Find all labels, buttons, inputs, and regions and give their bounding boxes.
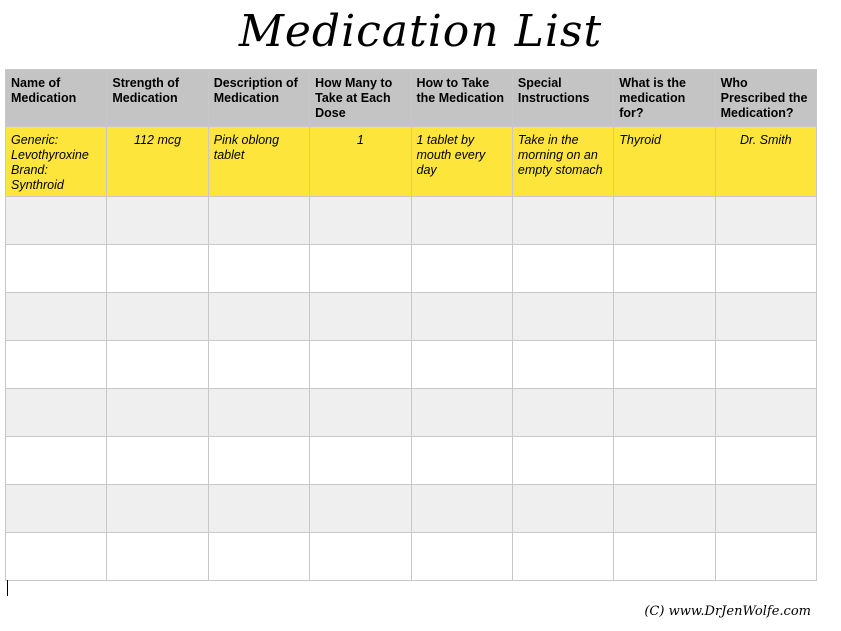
cell-prescriber[interactable]: Dr. Smith bbox=[715, 127, 816, 197]
blank-cell[interactable] bbox=[512, 389, 613, 437]
header-how-to-take: How to Take the Medication bbox=[411, 70, 512, 127]
header-row bbox=[6, 70, 817, 127]
blank-cell[interactable] bbox=[614, 197, 715, 245]
blank-cell[interactable] bbox=[411, 389, 512, 437]
blank-cell[interactable] bbox=[310, 437, 411, 485]
blank-cell[interactable] bbox=[512, 293, 613, 341]
blank-cell[interactable] bbox=[208, 389, 309, 437]
blank-row bbox=[6, 485, 817, 533]
blank-cell[interactable] bbox=[715, 485, 816, 533]
blank-cell[interactable] bbox=[614, 389, 715, 437]
medication-table bbox=[5, 69, 817, 581]
blank-cell[interactable] bbox=[512, 245, 613, 293]
blank-cell[interactable] bbox=[614, 293, 715, 341]
blank-cell[interactable] bbox=[715, 437, 816, 485]
blank-cell[interactable] bbox=[107, 197, 208, 245]
blank-cell[interactable] bbox=[107, 341, 208, 389]
blank-cell[interactable] bbox=[411, 293, 512, 341]
blank-cell[interactable] bbox=[310, 245, 411, 293]
header-special-instructions: Special Instructions bbox=[512, 70, 613, 127]
header-name: Name of Medication bbox=[6, 70, 107, 127]
blank-cell[interactable] bbox=[411, 437, 512, 485]
blank-row bbox=[6, 341, 817, 389]
blank-cell[interactable] bbox=[6, 197, 107, 245]
blank-cell[interactable] bbox=[6, 533, 107, 581]
blank-cell[interactable] bbox=[715, 245, 816, 293]
cell-name[interactable] bbox=[6, 127, 107, 197]
blank-cell[interactable] bbox=[310, 533, 411, 581]
blank-cell[interactable] bbox=[715, 533, 816, 581]
cell-how-many[interactable]: 1 bbox=[310, 127, 411, 197]
blank-cell[interactable] bbox=[614, 533, 715, 581]
blank-row bbox=[6, 437, 817, 485]
blank-cell[interactable] bbox=[6, 389, 107, 437]
blank-cell[interactable] bbox=[310, 389, 411, 437]
blank-cell[interactable] bbox=[6, 437, 107, 485]
blank-cell[interactable] bbox=[512, 437, 613, 485]
blank-cell[interactable] bbox=[512, 341, 613, 389]
blank-cell[interactable] bbox=[715, 389, 816, 437]
blank-row bbox=[6, 389, 817, 437]
blank-cell[interactable] bbox=[411, 485, 512, 533]
blank-cell[interactable] bbox=[411, 197, 512, 245]
blank-cell[interactable] bbox=[107, 437, 208, 485]
text-cursor bbox=[7, 580, 8, 596]
blank-cell[interactable] bbox=[411, 245, 512, 293]
cell-strength[interactable]: 112 mcg bbox=[107, 127, 208, 197]
copyright-notice: (C) www.DrJenWolfe.com bbox=[644, 604, 811, 619]
header-how-many: How Many to Take at Each Dose bbox=[310, 70, 411, 127]
cell-special-instructions[interactable]: Take in the morning on an empty stomach bbox=[512, 127, 613, 197]
blank-cell[interactable] bbox=[614, 245, 715, 293]
blank-cell[interactable] bbox=[310, 197, 411, 245]
blank-cell[interactable] bbox=[310, 485, 411, 533]
blank-cell[interactable] bbox=[107, 533, 208, 581]
blank-cell[interactable] bbox=[208, 533, 309, 581]
header-description: Description of Medication bbox=[208, 70, 309, 127]
blank-cell[interactable] bbox=[107, 389, 208, 437]
blank-cell[interactable] bbox=[512, 485, 613, 533]
blank-cell[interactable] bbox=[715, 197, 816, 245]
cell-how-to-take[interactable]: 1 tablet by mouth every day bbox=[411, 127, 512, 197]
blank-cell[interactable] bbox=[208, 341, 309, 389]
blank-row bbox=[6, 245, 817, 293]
blank-cell[interactable] bbox=[107, 293, 208, 341]
blank-cell[interactable] bbox=[6, 293, 107, 341]
blank-cell[interactable] bbox=[208, 197, 309, 245]
blank-cell[interactable] bbox=[310, 341, 411, 389]
blank-row bbox=[6, 197, 817, 245]
blank-cell[interactable] bbox=[208, 293, 309, 341]
blank-cell[interactable] bbox=[512, 197, 613, 245]
blank-cell[interactable] bbox=[715, 293, 816, 341]
blank-cell[interactable] bbox=[512, 533, 613, 581]
cell-description[interactable]: Pink oblong tablet bbox=[208, 127, 309, 197]
blank-row bbox=[6, 533, 817, 581]
blank-cell[interactable] bbox=[614, 341, 715, 389]
blank-cell[interactable] bbox=[411, 533, 512, 581]
blank-cell[interactable] bbox=[208, 437, 309, 485]
blank-cell[interactable] bbox=[614, 485, 715, 533]
blank-cell[interactable] bbox=[107, 485, 208, 533]
header-prescriber: Who Prescribed the Medication? bbox=[715, 70, 816, 127]
header-purpose: What is the medication for? bbox=[614, 70, 715, 127]
example-row bbox=[6, 127, 817, 197]
header-strength: Strength of Medication bbox=[107, 70, 208, 127]
blank-cell[interactable] bbox=[310, 293, 411, 341]
generic-name: Generic: Levothyroxine bbox=[11, 133, 89, 162]
blank-cell[interactable] bbox=[411, 341, 512, 389]
blank-cell[interactable] bbox=[614, 437, 715, 485]
blank-row bbox=[6, 293, 817, 341]
blank-cell[interactable] bbox=[208, 245, 309, 293]
blank-cell[interactable] bbox=[6, 245, 107, 293]
blank-cell[interactable] bbox=[6, 341, 107, 389]
blank-cell[interactable] bbox=[208, 485, 309, 533]
blank-cell[interactable] bbox=[6, 485, 107, 533]
document-title: Medication List bbox=[238, 6, 603, 57]
cell-purpose[interactable]: Thyroid bbox=[614, 127, 715, 197]
blank-cell[interactable] bbox=[715, 341, 816, 389]
blank-cell[interactable] bbox=[107, 245, 208, 293]
brand-name: Brand: Synthroid bbox=[11, 163, 64, 192]
